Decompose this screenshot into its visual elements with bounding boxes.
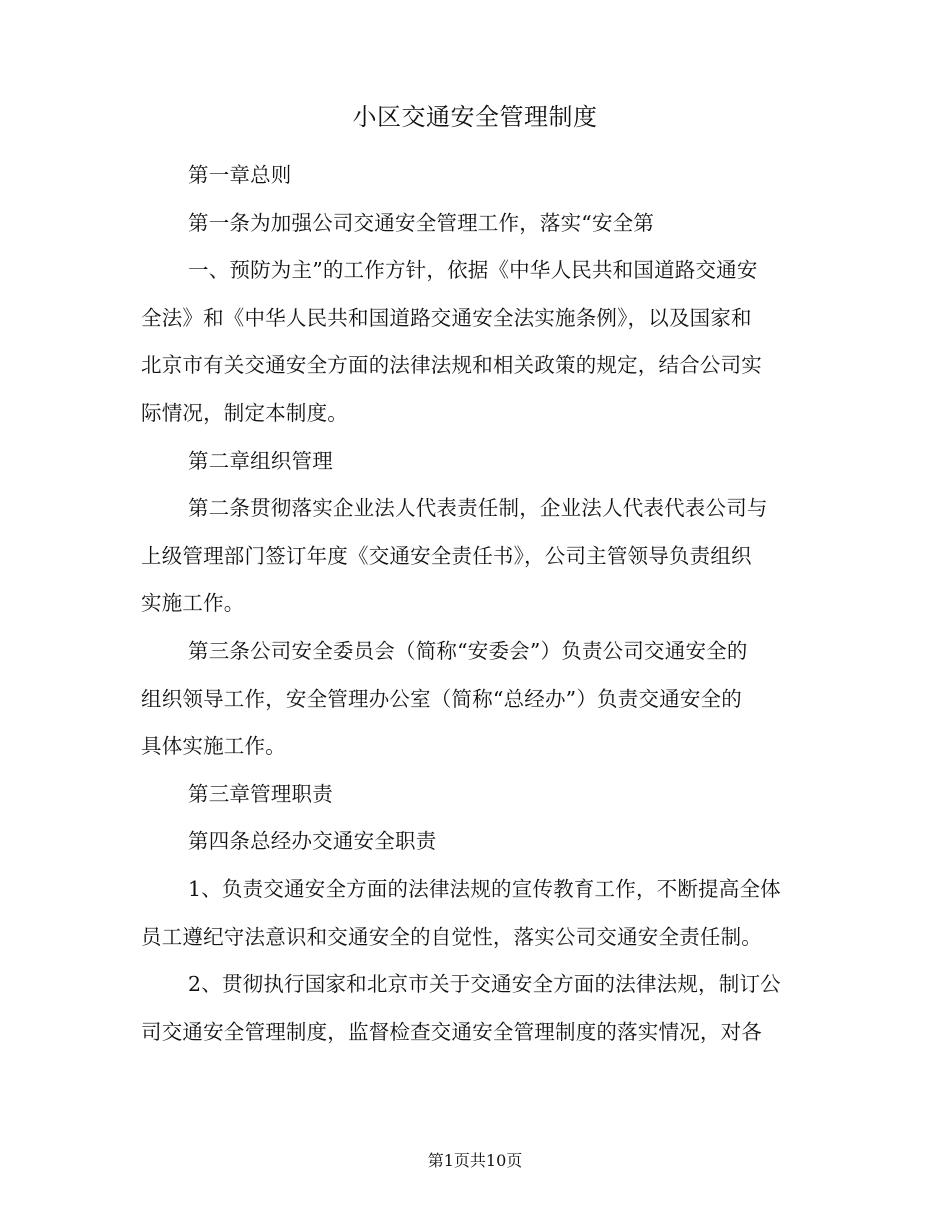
chapter-heading: 第一章总则 [188,163,292,187]
paragraph-line: 1、负责交通安全方面的法律法规的宣传教育工作，不断提高全体 [188,876,781,901]
paragraph-line: 组织领导工作，安全管理办公室（简称“总经办”）负责交通安全的 [141,686,742,711]
paragraph-line: 北京市有关交通安全方面的法律法规和相关政策的规定，结合公司实 [141,353,762,378]
paragraph-line: 第一条为加强公司交通安全管理工作，落实“安全第 [188,210,655,235]
paragraph-line: 2、贯彻执行国家和北京市关于交通安全方面的法律法规，制订公 [188,972,781,997]
paragraph-line: 司交通安全管理制度，监督检查交通安全管理制度的落实情况，对各 [141,1019,762,1044]
paragraph-line: 一、预防为主”的工作方针，依据《中华人民共和国道路交通安 [188,258,758,283]
document-title: 小区交通安全管理制度 [352,103,598,131]
paragraph-line: 全法》和《中华人民共和国道路交通安全法实施条例》，以及国家和 [141,305,752,330]
chapter-heading: 第二章组织管理 [188,448,333,473]
page-number-footer: 第1页共10页 [427,1151,523,1170]
paragraph-line: 实施工作。 [141,591,245,616]
paragraph-line: 员工遵纪守法意识和交通安全的自觉性，落实公司交通安全责任制。 [141,924,762,949]
chapter-heading: 第三章管理职责 [188,781,333,806]
paragraph-line: 第二条贯彻落实企业法人代表责任制，企业法人代表代表公司与 [188,496,768,521]
document-body [141,152,796,1056]
paragraph-line: 际情况，制定本制度。 [141,400,348,425]
paragraph-line: 上级管理部门签订年度《交通安全责任书》，公司主管领导负责组织 [141,543,752,568]
paragraph-line: 具体实施工作。 [141,734,286,759]
article-heading: 第四条总经办交通安全职责 [188,829,437,854]
paragraph-line: 第三条公司安全委员会（简称“安委会”）负责公司交通安全的 [188,638,748,663]
